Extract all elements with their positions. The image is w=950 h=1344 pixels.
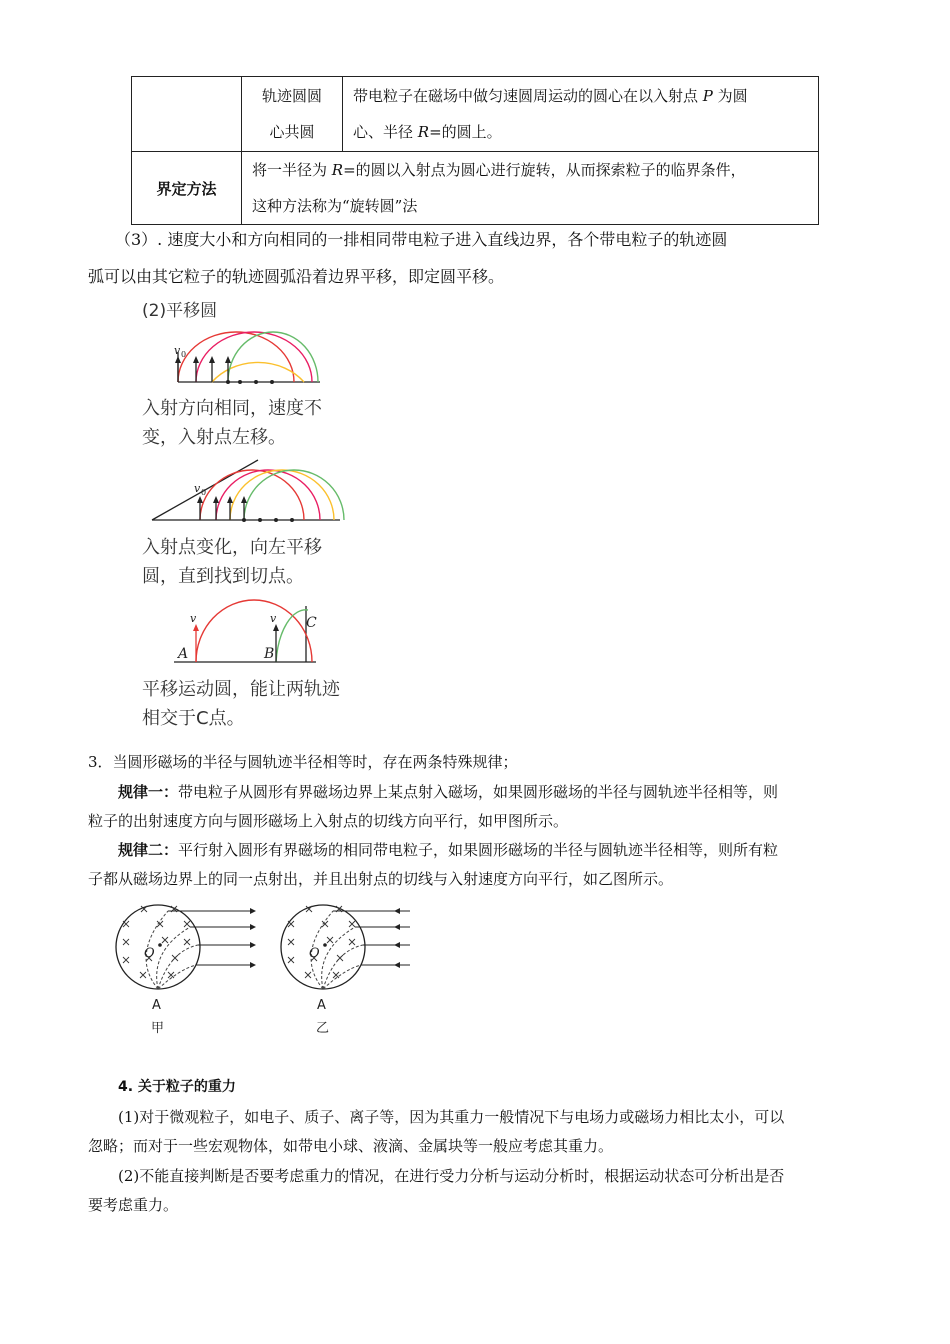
table-cell-desc: [242, 152, 819, 225]
table-row-header: 界定方法: [132, 152, 242, 225]
desc-line: 这种方法称为“旋转圆”法: [252, 197, 418, 215]
entry-point: [254, 380, 258, 384]
arrow-head: [394, 908, 400, 914]
arrow-head: [213, 496, 219, 503]
desc-text: 为圆: [712, 87, 748, 105]
caption-jia: 甲: [151, 1021, 165, 1036]
diagram-translate-2: [152, 460, 344, 522]
caption-yi: 乙: [316, 1021, 330, 1036]
arrow-head: [394, 924, 400, 930]
rule1-line1: [88, 778, 868, 807]
symbol-r: R: [331, 161, 344, 179]
rule1-text: 带电粒子从圆形有界磁场边界上某点射入磁场，如果圆形磁场的半径与圆轨迹半径相等，则: [178, 783, 779, 801]
v0-label: v: [174, 344, 181, 357]
rule1-line2: 粒子的出射速度方向与圆形磁场上入射点的切线方向平行，如甲图所示。: [88, 812, 569, 830]
track-arc: [244, 470, 344, 520]
circle-figures: [110, 895, 420, 1045]
rule2-line1: [88, 836, 868, 865]
field-cross-marks: [288, 906, 355, 978]
caption-1: [142, 394, 322, 452]
desc-line: [353, 114, 818, 150]
rule1-label: 规律一：: [118, 783, 179, 801]
table-cell-empty: [132, 77, 242, 152]
table-cell-desc: [343, 77, 819, 152]
point-a-label: A: [152, 998, 161, 1013]
center-dot: [323, 943, 327, 947]
field-circle: [281, 905, 365, 989]
desc-text: 心、半径: [353, 123, 418, 141]
section3-line2: 弧可以由其它粒子的轨迹圆弧沿着边界平移，即定圆平移。: [88, 267, 505, 286]
point-a-label: A: [317, 998, 326, 1013]
point3-intro: 3．当圆形磁场的半径与圆轨迹半径相等时，存在两条特殊规律；: [88, 753, 518, 771]
figure-yi: [281, 905, 410, 1036]
entry-point: [290, 518, 294, 522]
track-arc: [196, 600, 312, 662]
point-b-label: B: [264, 646, 275, 662]
rule2-text: 平行射入圆形有界磁场的相同带电粒子，如果圆形磁场的半径与圆轨迹半径相等，则所有粒: [178, 841, 779, 859]
arrow-head: [394, 962, 400, 968]
rule1: [88, 778, 868, 836]
caption-line: 圆，直到找到切点。: [142, 566, 304, 587]
symbol-r: R: [417, 123, 430, 141]
diagram-translate-3: [174, 600, 317, 662]
label-line: 轨迹圆圆: [261, 87, 322, 105]
arrow-head: [250, 942, 256, 948]
arrow-head: [193, 356, 199, 363]
center-dot: [158, 943, 162, 947]
rule2: [88, 836, 868, 894]
entry-point: [226, 380, 230, 384]
v0-sub: 0: [181, 350, 187, 359]
entry-point: [258, 518, 262, 522]
arrow-head: [227, 496, 233, 503]
field-cross-marks: [123, 906, 190, 978]
arrow-head: [209, 356, 215, 363]
point-c-label: C: [306, 615, 317, 631]
caption-3: [142, 675, 340, 733]
diagram-translate-1: [174, 332, 320, 384]
v0-sub: 0: [201, 488, 207, 497]
center-o-label: O: [309, 946, 320, 961]
arrow-head: [197, 496, 203, 503]
point4-p1: [88, 1103, 868, 1161]
center-o-label: O: [144, 946, 155, 961]
p1-line1: (1)对于微观粒子，如电子、质子、离子等，因为其重力一般情况下与电场力或磁场力相比太小，可以: [118, 1108, 785, 1126]
label-line: 心共圆: [269, 123, 315, 141]
track-dashed: [323, 965, 361, 989]
entry-point: [270, 380, 274, 384]
rule2-label: 规律二：: [118, 841, 179, 859]
entry-point: [274, 518, 278, 522]
v-label: v: [270, 612, 277, 625]
point-a-label: A: [178, 646, 189, 662]
desc-line: [252, 152, 818, 188]
p1-line2: 忽略；而对于一些宏观物体，如带电小球、液滴、金属块等一般应考虑其重力。: [88, 1137, 614, 1155]
track-dashed: [158, 965, 196, 989]
entry-point: [238, 380, 242, 384]
desc-text: =的圆上。: [429, 123, 502, 141]
figure-title: (2)平移圆: [142, 301, 218, 321]
track-dashed: [158, 945, 198, 989]
track-dashed: [323, 945, 363, 989]
point4-p2: [88, 1162, 868, 1220]
caption-line: 入射方向相同，速度不: [142, 398, 322, 419]
desc-text: 带电粒子在磁场中做匀速圆周运动的圆心在以入射点: [353, 87, 703, 105]
caption-line: 变，入射点左移。: [142, 427, 286, 448]
desc-line: [353, 78, 818, 114]
figure-jia: [116, 905, 256, 1036]
field-circle: [116, 905, 200, 989]
arrow-head: [250, 908, 256, 914]
desc-text: 将一半径为: [252, 161, 332, 179]
arrow-head: [273, 624, 279, 631]
track-arc: [230, 470, 334, 520]
p2-line2: 要考虑重力。: [88, 1196, 179, 1214]
p2-line1: (2)不能直接判断是否要考虑重力的情况，在进行受力分析与运动分析时，根据运动状态可分析出是否: [118, 1167, 785, 1185]
arrow-head: [250, 924, 256, 930]
table-row: [132, 77, 819, 152]
arrow-head: [193, 624, 199, 631]
table-cell-label: [242, 77, 343, 152]
point4-heading: 4. 关于粒子的重力: [118, 1079, 236, 1095]
symbol-p: P: [702, 87, 713, 105]
entry-point: [242, 518, 246, 522]
arrow-head: [225, 356, 231, 363]
section3-line1: （3）. 速度大小和方向相同的一排相同带电粒子进入直线边界，各个带电粒子的轨迹圆: [115, 230, 728, 249]
arrow-head: [241, 496, 247, 503]
comparison-table: [131, 76, 819, 225]
desc-text: =的圆以入射点为圆心进行旋转，从而探索粒子的临界条件，: [343, 161, 746, 179]
track-arc: [276, 610, 308, 662]
arrow-head: [394, 942, 400, 948]
caption-line: 相交于C点。: [142, 708, 245, 729]
caption-2: [142, 533, 322, 591]
table-row: [132, 152, 819, 225]
caption-line: 入射点变化，向左平移: [142, 537, 322, 558]
arrow-head: [250, 962, 256, 968]
v0-label: v: [194, 482, 201, 495]
caption-line: 平移运动圆，能让两轨迹: [142, 679, 340, 700]
v-label: v: [190, 612, 197, 625]
rule2-line2: 子都从磁场边界上的同一点射出，并且出射点的切线与入射速度方向平行，如乙图所示。: [88, 870, 674, 888]
